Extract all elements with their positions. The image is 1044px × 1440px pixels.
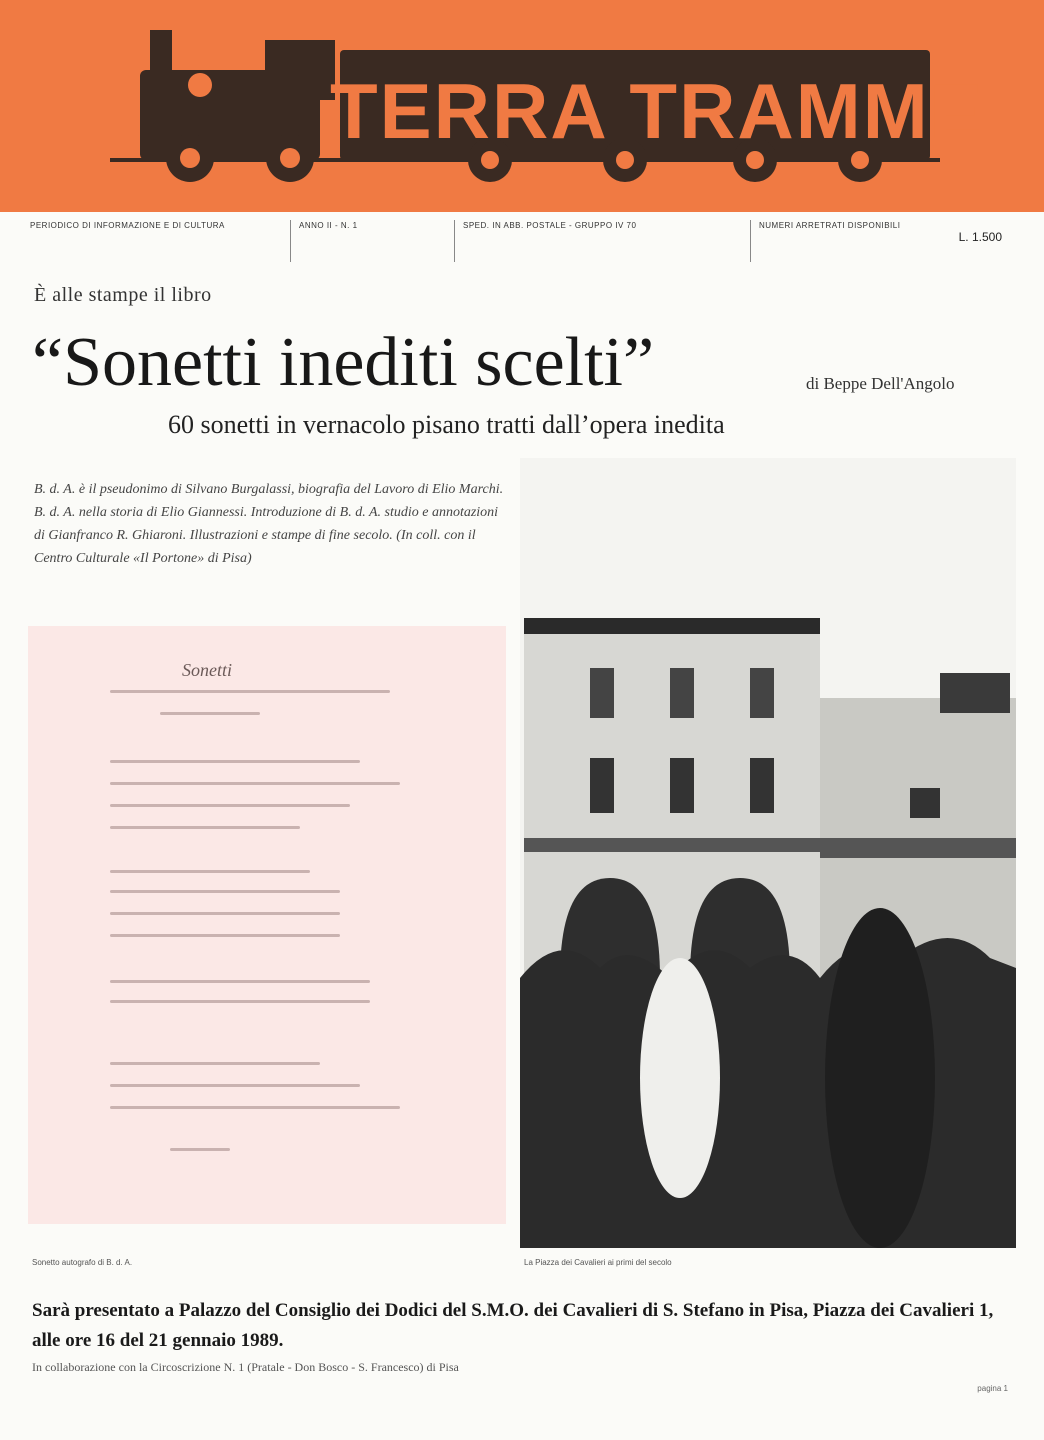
byline: di Beppe Dell'Angolo: [806, 374, 955, 393]
price: L. 1.500: [958, 230, 1002, 244]
handwriting-stroke: [110, 690, 390, 693]
headline: “Sonetti inediti scelti”: [32, 324, 655, 401]
handwriting-stroke: [110, 934, 340, 937]
steam-locomotive-icon: [140, 30, 335, 182]
subtitle: 60 sonetti in vernacolo pisano tratti dall’opera inedita: [168, 410, 725, 439]
kicker: È alle stampe il libro: [34, 284, 212, 306]
handwriting-stroke: [110, 1106, 400, 1109]
logo-text: TERRA TRAMME: [330, 67, 984, 155]
handwriting-stroke: [170, 1148, 230, 1151]
historic-photo: [520, 458, 1016, 1248]
info-cell-1: PERIODICO DI INFORMAZIONE E DI CULTURA: [30, 221, 225, 230]
manuscript-image: [28, 626, 506, 1224]
info-cell-2: ANNO II - N. 1: [290, 220, 450, 262]
handwriting-stroke: [110, 1000, 370, 1003]
footer-note: In collaborazione con la Circoscrizione N. 1 (Pratale - Don Bosco - S. Francesco) di Pisa: [32, 1360, 459, 1374]
handwriting-stroke: [110, 1084, 360, 1087]
footer-page: pagina 1: [977, 1384, 1008, 1393]
handwriting-stroke: [110, 980, 370, 983]
handwriting-stroke: [110, 782, 400, 785]
handwriting-stroke: [110, 760, 360, 763]
handwriting-stroke: [110, 1062, 320, 1065]
info-cell-4: NUMERI ARRETRATI DISPONIBILI: [750, 220, 920, 262]
handwriting-stroke: [160, 712, 260, 715]
manuscript-title: Sonetti: [182, 660, 232, 680]
caption-right: La Piazza dei Cavalieri ai primi del secolo: [524, 1258, 672, 1267]
handwriting-stroke: [110, 870, 310, 873]
presentation-announcement: Sarà presentato a Palazzo del Consiglio dei Dodici del S.M.O. dei Cavalieri di S. Stefano in Pisa, Piazza dei Cavalieri 1, alle ore 16 del 21 gennaio 1989.: [32, 1300, 994, 1351]
info-cell-3: SPED. IN ABB. POSTALE - GRUPPO IV 70: [454, 220, 746, 262]
info-bar: [22, 212, 1022, 262]
intro-paragraph: B. d. A. è il pseudonimo di Silvano Burgalassi, biografia del Lavoro di Elio Marchi. B. d. A. nella storia di Elio Giannessi. Introduzione di B. d. A. studio e annotazioni di Gianfranco R. Ghiaroni. Illustrazioni e stampe di fine secolo. (In coll. con il Centro Culturale «Il Portone» di Pisa): [34, 482, 504, 566]
masthead: [0, 0, 1044, 212]
handwriting-stroke: [110, 912, 340, 915]
handwriting-stroke: [110, 890, 340, 893]
handwriting-stroke: [110, 826, 300, 829]
handwriting-stroke: [110, 804, 350, 807]
masthead-logo: [0, 0, 1044, 212]
caption-left: Sonetto autografo di B. d. A.: [32, 1258, 133, 1267]
